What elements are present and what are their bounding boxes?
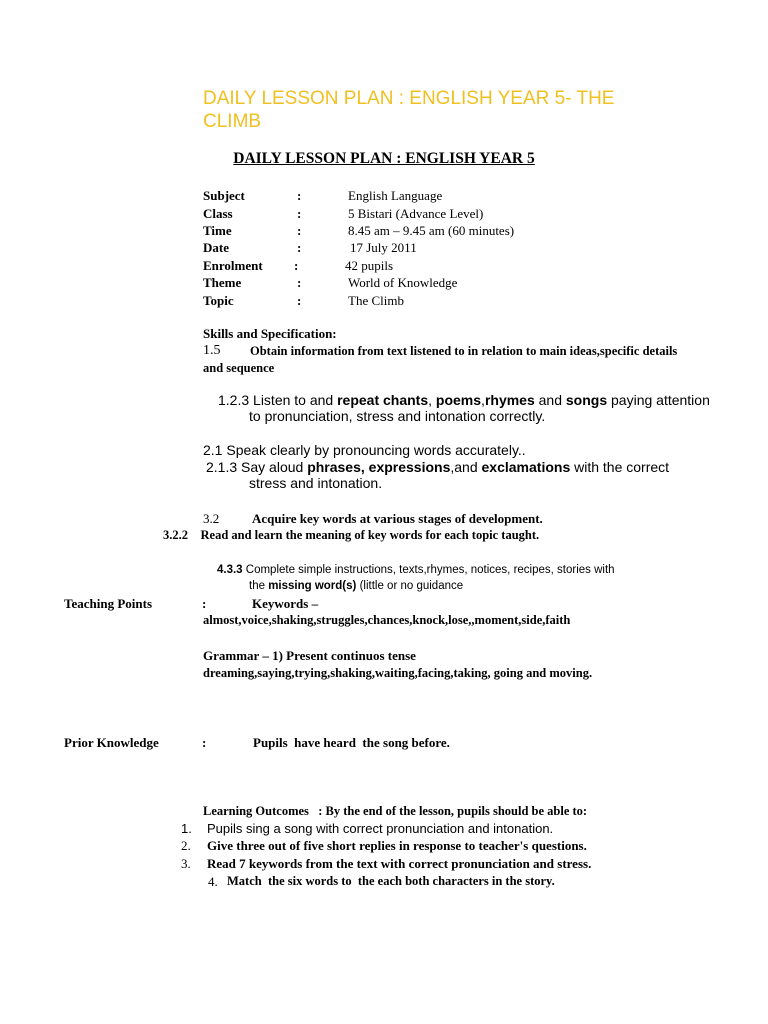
lesson-plan-heading bbox=[0, 150, 768, 168]
info-row-enrolment bbox=[0, 258, 768, 275]
info-colon: : bbox=[297, 240, 302, 255]
skill-highlight: missing word(s) bbox=[268, 580, 357, 592]
outcome-text: Read 7 keywords from the text with correct pronunciation and stress. bbox=[207, 856, 592, 871]
skill-highlight: phrases, expressions bbox=[307, 459, 451, 475]
skill-highlight: rhymes bbox=[484, 392, 535, 408]
lesson-plan-heading-text: DAILY LESSON PLAN : ENGLISH YEAR 5 bbox=[233, 150, 535, 167]
skill-text: with the correct bbox=[570, 459, 670, 475]
skill-1-2-3 bbox=[218, 392, 710, 408]
skill-text: ,and bbox=[450, 459, 482, 475]
info-value: 5 Bistari (Advance Level) bbox=[348, 206, 484, 221]
skill-number: 4.3.3 bbox=[217, 564, 243, 576]
info-label: Date bbox=[203, 240, 229, 255]
skill-3-2-2: 3.2.2 Read and learn the meaning of key words for each topic taught. bbox=[163, 528, 540, 542]
info-label: Time bbox=[203, 223, 232, 238]
skill-3-2-text: Acquire key words at various stages of development. bbox=[252, 511, 543, 526]
info-value: 42 pupils bbox=[345, 258, 394, 273]
skill-text: and bbox=[534, 392, 566, 408]
outcome-text: Pupils sing a song with correct pronunciation and intonation. bbox=[207, 821, 554, 836]
info-label: Topic bbox=[203, 293, 234, 308]
skill-text: the bbox=[249, 580, 269, 592]
info-colon: : bbox=[297, 206, 302, 221]
info-colon: : bbox=[297, 275, 302, 290]
prior-knowledge-value: Pupils have heard the song before. bbox=[253, 735, 450, 750]
info-value: World of Knowledge bbox=[348, 275, 458, 290]
keywords-label: Keywords – bbox=[252, 596, 319, 611]
skill-1-5-number: 1.5 bbox=[203, 343, 221, 358]
skill-highlight: poems bbox=[435, 392, 482, 408]
keywords-list: almost,voice,shaking,struggles,chances,knock,lose,,moment,side,faith bbox=[203, 613, 571, 627]
outcome-number: 1. bbox=[181, 821, 192, 836]
skill-text: paying attention bbox=[607, 392, 710, 408]
skill-text: , bbox=[481, 392, 485, 408]
skill-text: 2.1.3 Say aloud bbox=[206, 459, 308, 475]
skill-2-1: 2.1 Speak clearly by pronouncing words accurately.. bbox=[203, 442, 526, 458]
skill-text: , bbox=[428, 392, 436, 408]
info-value: 8.45 am – 9.45 am (60 minutes) bbox=[348, 223, 515, 238]
teaching-points-colon: : bbox=[202, 596, 207, 611]
info-label: Enrolment bbox=[203, 258, 263, 273]
skill-1-2-3-continued: to pronunciation, stress and intonation correctly. bbox=[249, 408, 546, 424]
outcome-number: 3. bbox=[181, 856, 191, 871]
skills-heading: Skills and Specification: bbox=[203, 326, 337, 341]
outcome-number: 2. bbox=[181, 838, 191, 853]
info-row-class bbox=[0, 206, 768, 223]
skill-text: Complete simple instructions, texts,rhymes, notices, recipes, stories with bbox=[242, 564, 615, 576]
document-title-continued: CLIMB bbox=[203, 111, 262, 132]
prior-knowledge-colon: : bbox=[202, 735, 207, 750]
info-value: The Climb bbox=[348, 293, 404, 308]
skill-1-5-text: Obtain information from text listened to in relation to main ideas,specific details bbox=[250, 344, 678, 358]
info-colon: : bbox=[297, 188, 302, 203]
teaching-points-label: Teaching Points bbox=[64, 596, 153, 611]
info-colon: : bbox=[294, 258, 299, 273]
info-colon: : bbox=[297, 293, 302, 308]
info-label: Theme bbox=[203, 275, 242, 290]
skill-text: (little or no guidance bbox=[356, 580, 464, 592]
info-row-theme bbox=[0, 275, 768, 292]
info-colon: : bbox=[297, 223, 302, 238]
document-title: DAILY LESSON PLAN : ENGLISH YEAR 5- THE bbox=[203, 88, 615, 109]
info-row-topic bbox=[0, 293, 768, 310]
prior-knowledge-label: Prior Knowledge bbox=[64, 735, 159, 750]
skill-4-3-3 bbox=[217, 564, 615, 576]
skill-highlight: songs bbox=[565, 392, 608, 408]
skill-2-1-3 bbox=[206, 459, 669, 475]
outcome-text: Match the six words to the each both characters in the story. bbox=[227, 874, 555, 888]
info-label: Subject bbox=[203, 188, 245, 203]
skill-highlight: exclamations bbox=[481, 459, 571, 475]
learning-outcomes-heading: Learning Outcomes : By the end of the lesson, pupils should be able to: bbox=[203, 804, 588, 818]
info-label: Class bbox=[203, 206, 233, 221]
skill-4-3-3-continued bbox=[249, 580, 463, 592]
grammar-label: Grammar – 1) Present continuos tense bbox=[203, 648, 416, 663]
skill-2-1-3-continued: stress and intonation. bbox=[249, 475, 383, 491]
skill-3-2-number: 3.2 bbox=[203, 511, 220, 526]
skill-highlight: repeat chants bbox=[337, 392, 429, 408]
info-row-subject bbox=[0, 188, 768, 205]
info-row-time bbox=[0, 223, 768, 240]
skill-text: 1.2.3 Listen to and bbox=[218, 392, 338, 408]
outcome-number: 4. bbox=[208, 874, 218, 889]
info-value: 17 July 2011 bbox=[350, 240, 417, 255]
info-value: English Language bbox=[348, 188, 443, 203]
grammar-words: dreaming,saying,trying,shaking,waiting,facing,taking, going and moving. bbox=[203, 666, 593, 680]
outcome-text: Give three out of five short replies in response to teacher's questions. bbox=[207, 838, 587, 853]
skill-1-5-continued: and sequence bbox=[203, 361, 275, 375]
info-row-date bbox=[0, 240, 768, 257]
